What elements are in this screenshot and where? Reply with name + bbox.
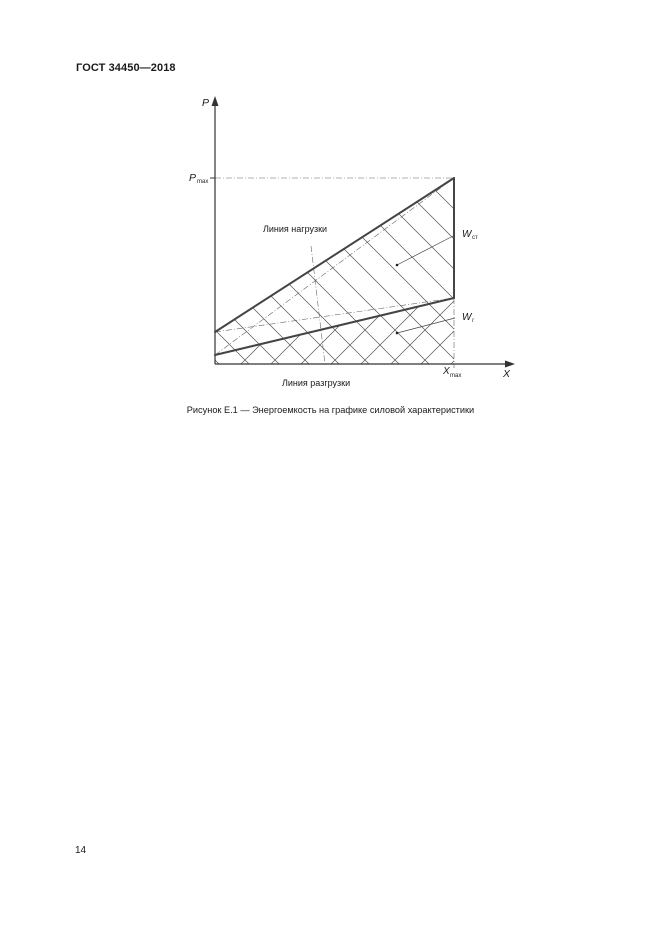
- w-st-marker: [396, 264, 399, 267]
- load-line-label: Линия нагрузки: [263, 224, 328, 234]
- y-axis-label: P: [202, 97, 210, 109]
- w-st-subscript: ст: [472, 235, 478, 241]
- y-axis-arrow-icon: [212, 96, 219, 106]
- w-st-label: W: [462, 229, 472, 240]
- document-header: ГОСТ 34450—2018: [76, 62, 176, 74]
- w-r-marker: [396, 332, 399, 335]
- unload-line: [215, 298, 454, 355]
- w-r-subscript: r: [472, 318, 474, 324]
- figure-caption: Рисунок Е.1 — Энергоемкость на графике силовой характеристики: [186, 405, 475, 415]
- x-axis-label: X: [503, 368, 511, 380]
- x-max-label: X: [443, 366, 450, 377]
- p-max-label: P: [189, 172, 197, 184]
- page-number: 14: [75, 845, 87, 856]
- leader-lines: [397, 235, 455, 333]
- force-characteristic-figure: [0, 0, 661, 400]
- x-axis-arrow-icon: [505, 361, 515, 368]
- p-max-subscript: max: [197, 179, 209, 185]
- unload-line-label: Линия разгрузки: [282, 378, 351, 388]
- x-max-subscript: max: [450, 373, 462, 379]
- w-r-label: W: [462, 312, 472, 323]
- construction-lines: [215, 178, 454, 368]
- load-line: [215, 178, 454, 332]
